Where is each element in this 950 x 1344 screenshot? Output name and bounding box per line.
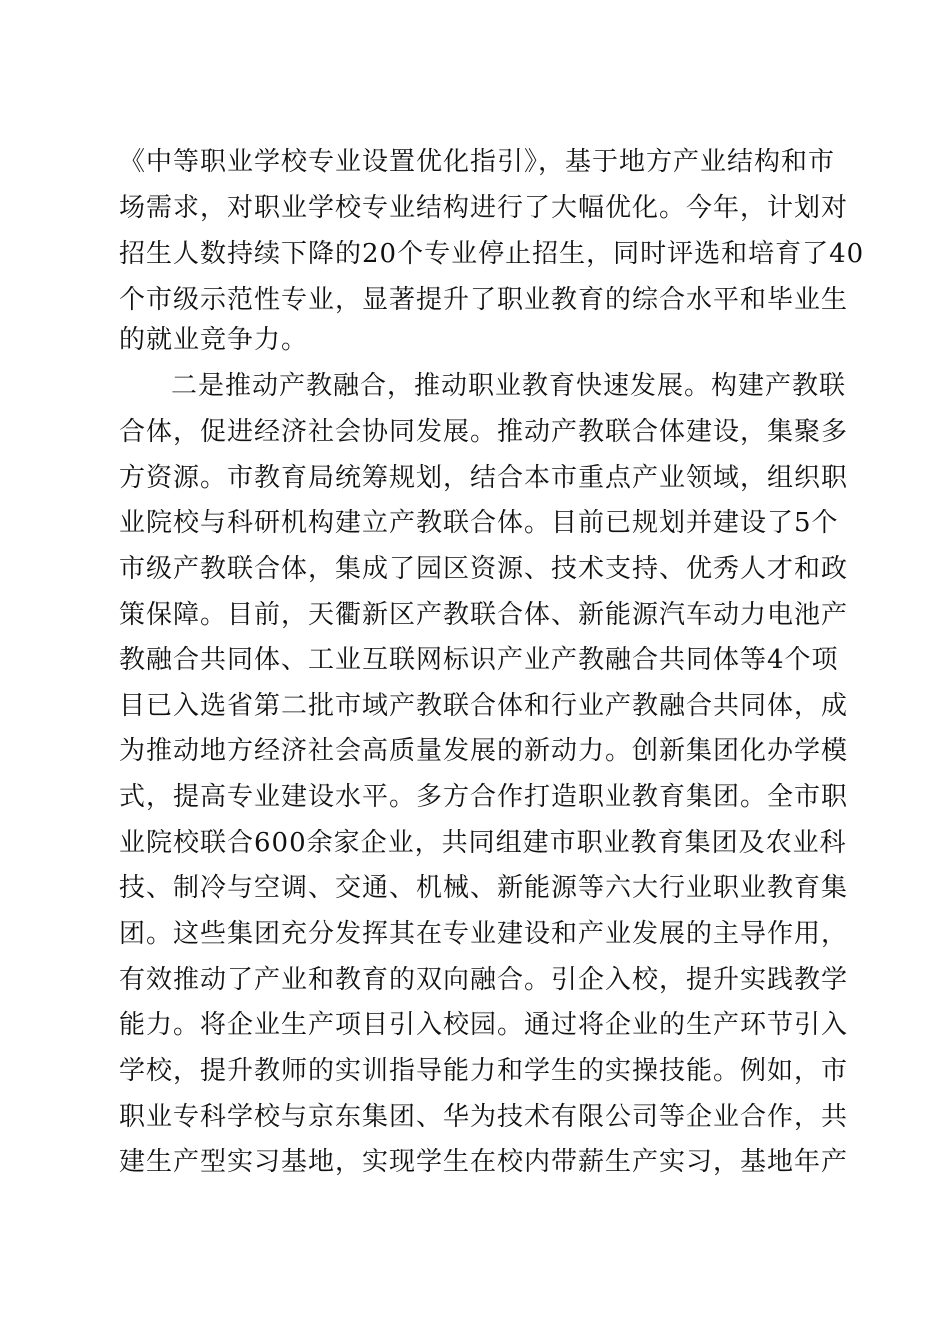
text-line: 能力。将企业生产项目引入校园。通过将企业的生产环节引入: [119, 1010, 849, 1040]
text-line: 有效推动了产业和教育的双向融合。引企入校，提升实践教学: [119, 965, 849, 995]
text-line: 业院校联合600余家企业，共同组建市职业教育集团及农业科: [119, 828, 847, 858]
text-line: 技、制冷与空调、交通、机械、新能源等六大行业职业教育集: [119, 873, 849, 903]
text-line: 场需求，对职业学校专业结构进行了大幅优化。今年，计划对: [119, 193, 849, 223]
text-line: 方资源。市教育局统筹规划，结合本市重点产业领域，组织职: [119, 463, 849, 493]
text-line: 职业专科学校与京东集团、华为技术有限公司等企业合作，共: [119, 1102, 849, 1132]
text-line: 团。这些集团充分发挥其在专业建设和产业发展的主导作用，: [119, 919, 849, 949]
text-line: 市级产教联合体，集成了园区资源、技术支持、优秀人才和政: [119, 554, 849, 584]
text-line: 业院校与科研机构建立产教联合体。目前已规划并建设了5个: [119, 508, 839, 538]
text-line: 建生产型实习基地，实现学生在校内带薪生产实习，基地年产: [119, 1147, 849, 1177]
text-line: 为推动地方经济社会高质量发展的新动力。创新集团化办学模: [119, 736, 849, 766]
text-line: 个市级示范性专业，显著提升了职业教育的综合水平和毕业生: [119, 285, 849, 315]
text-line: 《中等职业学校专业设置优化指引》，基于地方产业结构和市: [119, 147, 836, 177]
text-line: 目已入选省第二批市域产教联合体和行业产教融合共同体，成: [119, 691, 849, 721]
text-line: 合体，促进经济社会协同发展。推动产教联合体建设，集聚多: [119, 417, 849, 447]
text-line: 式，提高专业建设水平。多方合作打造职业教育集团。全市职: [119, 782, 849, 812]
text-line: 策保障。目前，天衢新区产教联合体、新能源汽车动力电池产: [119, 600, 849, 630]
paragraph-first-line: 二是推动产教融合，推动职业教育快速发展。构建产教联: [171, 371, 847, 401]
text-line: 招生人数持续下降的20个专业停止招生，同时评选和培育了40: [119, 239, 865, 269]
text-line: 教融合共同体、工业互联网标识产业产教融合共同体等4个项: [119, 645, 839, 675]
text-line: 学校，提升教师的实训指导能力和学生的实操技能。例如，市: [119, 1056, 849, 1086]
text-line: 的就业竞争力。: [119, 325, 309, 355]
